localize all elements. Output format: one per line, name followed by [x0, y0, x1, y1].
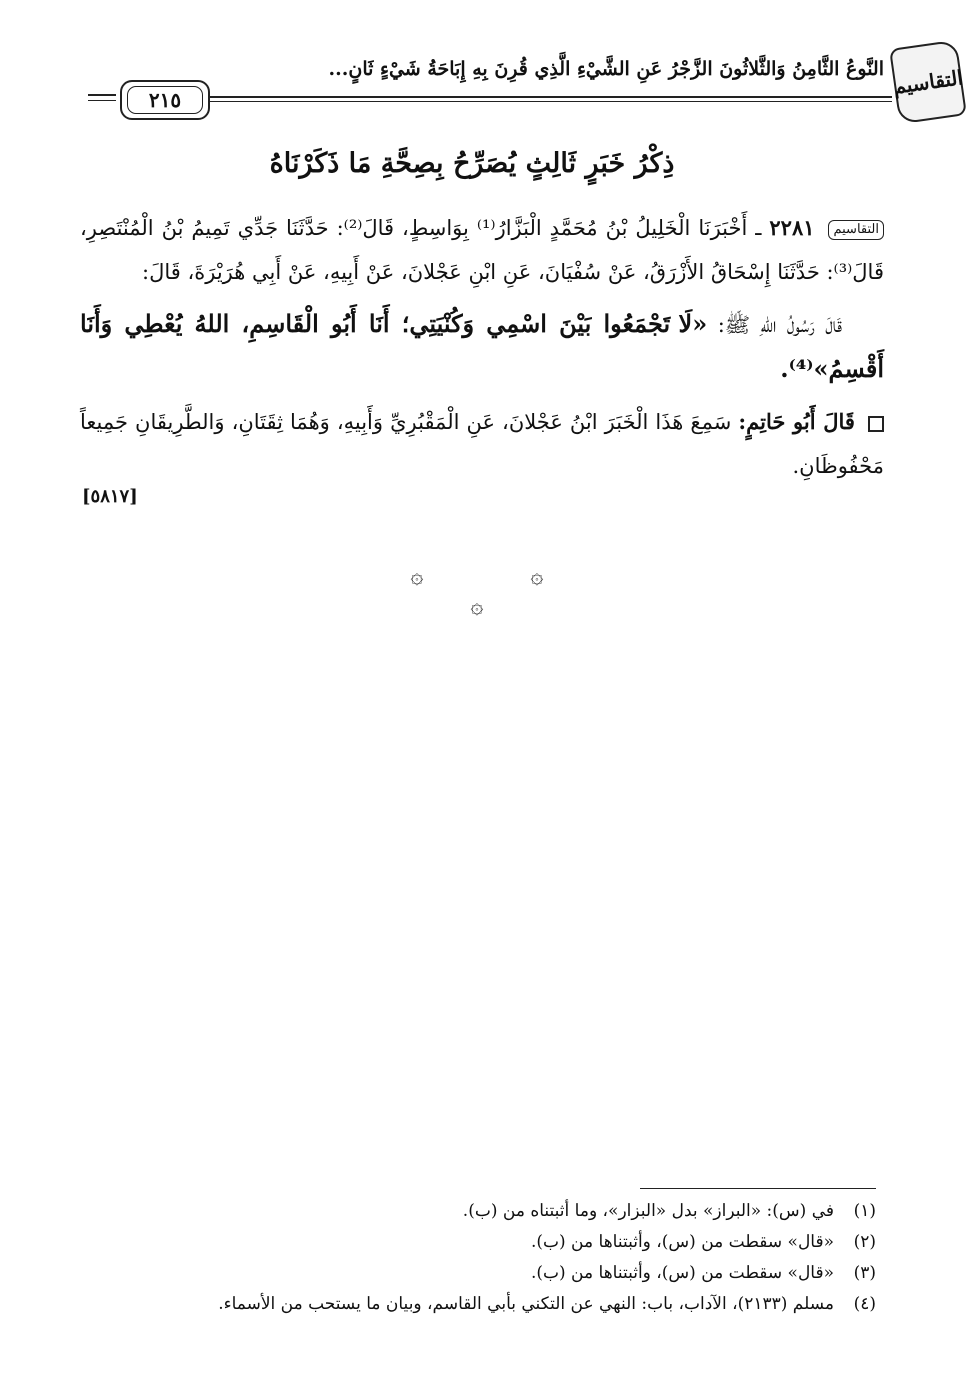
matn-text: «لَا تَجْمَعُوا بَيْنَ اسْمِي وَكُنْيَتِي؛ أَنَا أَبُو الْقَاسِمِ، اللهُ يُعْطِي وَأَنَا أَقْسِمُ»⁽⁴⁾.	[80, 309, 884, 383]
footnote-item	[100, 1258, 876, 1289]
page-number-frame	[120, 80, 210, 120]
footnote-item	[100, 1289, 876, 1320]
footnote-number: (٣)	[853, 1263, 876, 1283]
footnote-divider	[640, 1188, 876, 1189]
footnote-number: (٢)	[853, 1232, 876, 1252]
isnad-paragraph	[80, 206, 884, 294]
ornament-icon: ۞	[470, 594, 484, 619]
reference-number: [٥٨١٧]	[82, 486, 138, 507]
footnotes	[100, 1196, 876, 1320]
footnote-number: (١)	[853, 1201, 876, 1221]
header-rule-left-thin	[88, 100, 116, 101]
ornament-icon: ۞	[530, 564, 544, 589]
badge-label: التقاسيم	[891, 65, 965, 99]
running-title: النَّوعُ الثَّامِنُ وَالثَّلاثُونَ الزَّجْرُ عَنِ الشَّيْءِ الَّذِي قُرِنَ بِهِ إِبَاحَةُ شَيْءٍ ثَانٍ...	[328, 58, 884, 80]
abu-hatim-text: سَمِعَ هَذَا الْخَبَرَ ابْنُ عَجْلانَ، عَنِ الْمَقْبُرِيِّ وَأَبِيهِ، وَهُمَا ثِقَتَانِ، وَالطَّرِيقَانِ جَمِيعاً مَحْفُوظَانِ.	[80, 410, 884, 478]
matn-paragraph	[80, 302, 884, 392]
header-rule-left	[88, 94, 116, 96]
footnote-text: «قال» سقطت من (س)، وأثبتناها من (ب).	[530, 1263, 834, 1283]
page-number: ٢١٥	[127, 86, 203, 114]
footnote-number: (٤)	[853, 1294, 876, 1314]
footnote-text: «قال» سقطت من (س)، وأثبتناها من (ب).	[530, 1232, 834, 1252]
hadith-body	[80, 206, 884, 488]
isnad-text: ـ أَخْبَرَنَا الْخَلِيلُ بْنُ مُحَمَّدٍ الْبَزَّارُ⁽¹⁾ بِوَاسِطٍ، قَالَ⁽²⁾: حَدَّثَنَا جَدِّي تَمِيمُ بْنُ الْمُنْتَصِرِ، قَالَ⁽³⁾: حَدَّثَنَا إِسْحَاقُ الأَزْرَقُ، عَنْ سُفْيَانَ، عَنِ ابْنِ عَجْلانَ، عَنْ أَبِيهِ، عَنْ أَبِي هُرَيْرَةَ، قَالَ:	[80, 216, 884, 284]
square-bullet-icon	[868, 416, 884, 432]
section-badge-icon	[889, 40, 967, 125]
footnote-text: في (س): «البراز» بدل «البزار»، وما أثبتناه من (ب).	[462, 1201, 834, 1221]
page-header	[80, 44, 965, 124]
header-rule-thin	[180, 101, 892, 102]
abu-hatim-paragraph	[80, 400, 884, 488]
matn-intro: قَالَ رَسُولُ اللهِ ﷺ:	[717, 313, 842, 337]
footnote-item	[100, 1227, 876, 1258]
header-rule	[180, 96, 892, 98]
footnote-item	[100, 1196, 876, 1227]
abu-hatim-label: قَالَ أَبُو حَاتِمٍ:	[738, 409, 855, 434]
section-heading: ذِكْرُ خَبَرٍ ثَالِثٍ يُصَرِّحُ بِصِحَّةِ مَا ذَكَرْنَاهُ	[269, 148, 675, 179]
footnote-text: مسلم (٢١٣٣)، الآداب، باب: النهي عن التكني بأبي القاسم، وبيان ما يستحب من الأسماء.	[218, 1294, 834, 1314]
hadith-number: ٢٢٨١	[769, 215, 815, 240]
margin-mark-icon: التقاسيم	[828, 220, 884, 240]
ornament-icon: ۞	[410, 564, 424, 589]
